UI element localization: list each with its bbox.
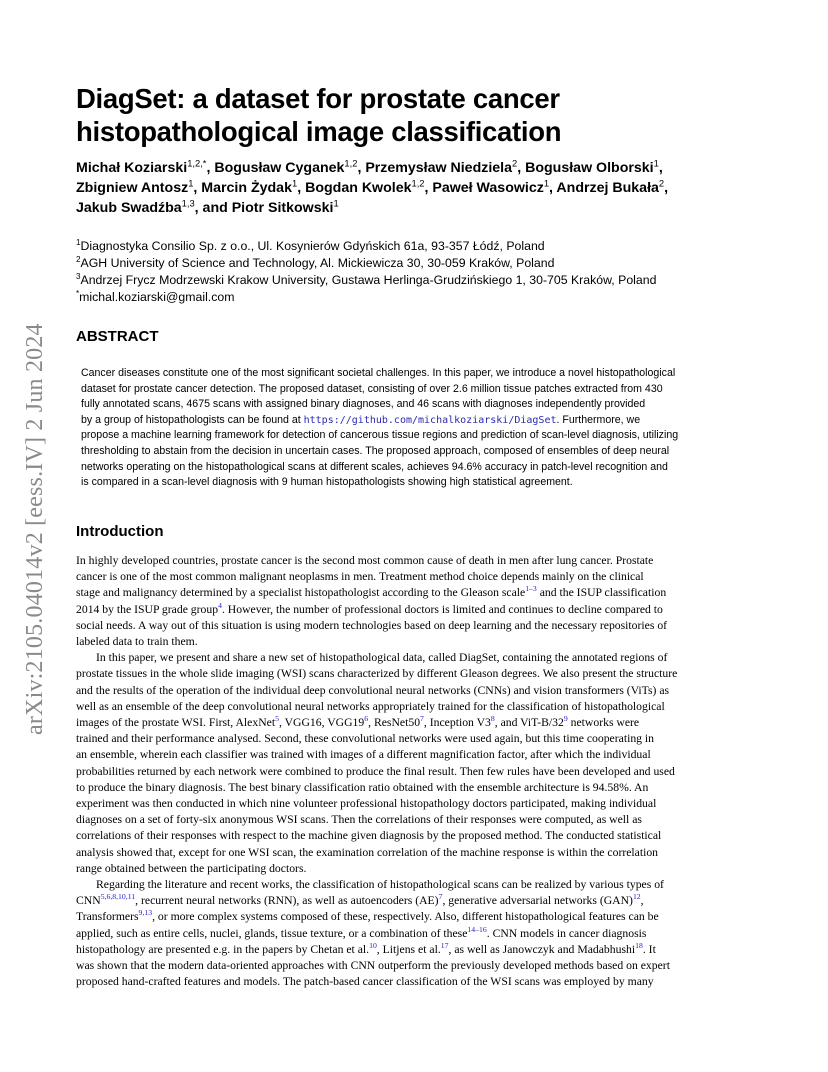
body-text: , and ViT-B/32	[494, 716, 564, 730]
abstract-text: . Furthermore, we	[556, 413, 641, 426]
body-text: images of the prostate WSI. First, AlexNet	[76, 716, 276, 730]
author-name: , Bogusław Olborski	[517, 160, 654, 176]
author-line-1	[76, 158, 766, 178]
body-line: probabilities returned by each network were combined to produce the final result. Then few rules have been developed and used	[76, 764, 675, 778]
citation-link[interactable]: 12	[632, 892, 641, 902]
author-line-3	[76, 198, 766, 218]
author-name: , Bogdan Kwolek	[297, 180, 412, 196]
abstract-line: dataset for prostate cancer detection. The proposed dataset, consisting of over 2.6 million tissue patches extracted from 430	[81, 382, 663, 395]
email-text[interactable]: michal.koziarski@gmail.com	[79, 290, 235, 304]
author-name: Michał Koziarski	[76, 160, 188, 176]
body-text: 2014 by the ISUP grade group	[76, 602, 219, 616]
citation-link[interactable]: 5,6,8,10,11	[100, 892, 136, 902]
author-name: , Andrzej Bukała	[549, 180, 659, 196]
body-line: experiment was then conducted in which nine volunteer professional histopathology doctors participated, making individual	[76, 797, 657, 811]
body-text: . It	[642, 942, 656, 956]
author-affiliation-mark: 1,2	[344, 158, 358, 169]
body-line	[76, 715, 752, 731]
author-separator: ,	[664, 180, 669, 196]
abstract-body	[81, 366, 753, 491]
affiliation-text: Andrzej Frycz Modrzewski Krakow University, Gustawa Herlinga-Grudzińskiego 1, 30-705 Kraków, Poland	[80, 273, 657, 287]
body-line: correlations of their responses with respect to the machine given diagnosis by the proposed method. The conducted statistical	[76, 829, 662, 843]
author-line-2	[76, 178, 766, 198]
body-line: In highly developed countries, prostate cancer is the second most common cause of death in men after lung cancer. Prostate	[76, 554, 654, 567]
author-list	[76, 158, 766, 218]
body-line: Regarding the literature and recent works, the classification of histopathological scans can be realized by various types of	[96, 878, 664, 892]
corresponding-email[interactable]	[76, 289, 766, 306]
citation-link[interactable]: 7	[438, 892, 443, 902]
author-separator: ,	[658, 160, 663, 176]
body-line: diagnoses on a set of forty-six anonymous WSI scans. Then the correlations of their responses were computed, as well as	[76, 813, 642, 827]
abstract-line: is compared in a scan-level diagnosis with 9 human histopathologists showing high statistical agreement.	[81, 476, 573, 489]
citation-link[interactable]: 17	[440, 940, 449, 950]
body-line: and the results of the operation of the individual deep convolutional neural networks (CNNs) and vision transformers (ViTs) as	[76, 683, 670, 697]
introduction-heading: Introduction	[76, 523, 164, 540]
author-affiliation-mark: 1,2	[411, 178, 425, 189]
body-line: range obtained between the participating doctors.	[76, 861, 307, 875]
citation-link[interactable]: 4	[218, 600, 222, 610]
author-affiliation-mark: 2	[658, 178, 665, 189]
abstract-text: by a group of histopathologists can be found at	[81, 413, 304, 426]
citation-link[interactable]: 1–3	[525, 584, 537, 594]
affiliation-mark: 1	[76, 237, 81, 247]
author-name: Jakub Swadźba	[76, 200, 182, 216]
citation-link[interactable]: 9	[563, 714, 568, 724]
citation-link[interactable]: 7	[420, 714, 424, 724]
author-name: , Przemysław Niedziela	[357, 160, 512, 176]
arxiv-identifier-stamp: arXiv:2105.04014v2 [eess.IV] 2 Jun 2024	[22, 323, 48, 735]
citation-link[interactable]: 6	[364, 714, 369, 724]
body-text: ,	[640, 894, 644, 908]
body-text: . CNN models in cancer diagnosis	[486, 926, 647, 940]
body-text: Transformers	[76, 910, 139, 924]
author-affiliation-mark: 1	[291, 178, 298, 189]
body-line: social needs. A way out of this situation is using modern technologies based on deep learning and the necessary repositories of	[76, 618, 668, 632]
author-name: , and Piotr Sitkowski	[194, 200, 334, 216]
abstract-line: fully annotated scans, 4675 scans with assigned binary diagnoses, and 46 scans with diagnoses independently provided	[81, 398, 646, 411]
body-text: , or more complex systems composed of these, respectively. Also, different histopathological features can be	[152, 910, 659, 924]
body-line	[76, 942, 752, 958]
body-line: trained and their performance analysed. Second, these convolutional networks were used again, but this time cooperating in	[76, 732, 655, 746]
affiliation-text: Diagnostyka Consilio Sp. z o.o., Ul. Kosynierów Gdyńskich 61a, 93-357 Łódź, Poland	[80, 239, 545, 253]
body-text: , Inception V3	[423, 716, 491, 730]
body-line: analysis showed that, except for one WSI scan, the examination correlation of the machine response is within the correlation	[76, 845, 659, 859]
body-text: , recurrent neural networks (RNN), as well as autoencoders (AE)	[135, 894, 439, 908]
author-affiliation-mark: 1	[543, 178, 550, 189]
body-line	[76, 893, 752, 909]
body-line	[76, 926, 752, 942]
body-text: , as well as Janowczyk and Madabhushi	[448, 942, 636, 956]
body-text: , ResNet50	[368, 716, 421, 730]
affiliation-mark: 3	[76, 271, 81, 281]
abstract-line	[81, 413, 753, 429]
body-text: applied, such as entire cells, nuclei, glands, tissue texture, or a combination of these	[76, 926, 468, 940]
body-text: CNN	[76, 894, 101, 908]
citation-link[interactable]: 5	[275, 714, 279, 724]
body-line	[76, 585, 752, 601]
body-text: and the ISUP classification	[536, 586, 667, 600]
body-text: , VGG16, VGG19	[278, 716, 365, 730]
body-line: well as an ensemble of the deep convolutional neural networks appropriately trained for the classification of histopathological	[76, 699, 665, 713]
abstract-line: networks operating on the histopathological scans at different scales, achieves 94.6% accuracy in patch-level recognition and	[81, 460, 668, 473]
author-name: , Bogusław Cyganek	[206, 160, 345, 176]
body-text: , generative adversarial networks (GAN)	[442, 894, 633, 908]
citation-link[interactable]: 9,13	[138, 908, 153, 918]
title-line-1: DiagSet: a dataset for prostate cancer	[76, 83, 560, 114]
title-line-2: histopathological image classification	[76, 116, 562, 147]
author-name: , Paweł Wasowicz	[424, 180, 544, 196]
body-line	[76, 909, 752, 925]
body-text: stage and malignancy determined by a specialist histopathologist according to the Gleason scale	[76, 586, 526, 600]
affiliation-1	[76, 238, 766, 255]
author-affiliation-mark: 1	[333, 198, 339, 209]
citation-link[interactable]: 14–16	[467, 924, 487, 934]
body-line: was shown that the modern data-oriented approaches with CNN outperform the previously developed methods based on expert	[76, 959, 670, 973]
affiliation-mark: 2	[76, 254, 81, 264]
paper-title	[76, 82, 756, 148]
citation-link[interactable]: 10	[369, 940, 377, 950]
body-line: cancer is one of the most common malignant neoplasms in men. Treatment method choice depends mainly on the clinical	[76, 570, 644, 584]
body-line: proposed hand-crafted features and models. The patch-based cancer classification of the WSI scans was employed by many	[76, 975, 654, 989]
abstract-line: thresholding to abstain from the decision in uncertain cases. The proposed approach, composed of ensembles of deep neural	[81, 444, 670, 457]
affiliation-text: AGH University of Science and Technology, Al. Mickiewicza 30, 30-059 Kraków, Poland	[80, 256, 555, 270]
body-text: . However, the number of professional doctors is limited and continues to decline compared to	[221, 602, 663, 616]
author-affiliation-mark: 1	[653, 158, 659, 169]
abstract-heading: ABSTRACT	[76, 328, 159, 345]
body-line: an ensemble, wherein each classifier was trained with images of a different magnification factor, after which the individual	[76, 748, 651, 762]
abstract-line: propose a machine learning framework for detection of cancerous tissue regions and prediction of scan-level diagnosis, utilizing	[81, 429, 679, 442]
body-line: labeled data to train them.	[76, 635, 198, 649]
author-affiliation-mark: 1,2,*	[187, 158, 207, 169]
citation-link[interactable]: 8	[490, 714, 495, 724]
introduction-body	[76, 553, 752, 990]
author-affiliation-mark: 2	[512, 158, 518, 169]
abstract-line: Cancer diseases constitute one of the most significant societal challenges. In this paper, we introduce a novel histopathological	[81, 367, 676, 379]
body-text: , Litjens et al.	[376, 942, 441, 956]
author-name: , Marcin Żydak	[193, 180, 292, 196]
author-affiliation-mark: 1	[188, 178, 194, 189]
author-affiliation-mark: 1,3	[181, 198, 195, 209]
author-name: Zbigniew Antosz	[76, 180, 189, 196]
body-line: prostate tissues in the whole slide imaging (WSI) scans characterized by different Gleason degrees. We also present the structure	[76, 667, 678, 681]
body-line: to produce the binary diagnosis. The best binary classification ratio obtained with the ensemble architecture is 94.58%. An	[76, 780, 649, 794]
affiliation-mark: *	[76, 288, 80, 298]
citation-link[interactable]: 18	[635, 940, 643, 950]
affiliation-2	[76, 255, 766, 272]
affiliation-3	[76, 272, 766, 289]
dataset-url-link[interactable]: https://github.com/michalkoziarski/DiagSet	[303, 414, 557, 426]
affiliation-list	[76, 238, 766, 306]
body-line	[76, 602, 752, 618]
body-text: histopathology are presented e.g. in the papers by Chetan et al.	[76, 942, 370, 956]
body-text: networks were	[567, 716, 640, 730]
body-line: In this paper, we present and share a new set of histopathological data, called DiagSet, containing the annotated regions of	[96, 651, 668, 665]
